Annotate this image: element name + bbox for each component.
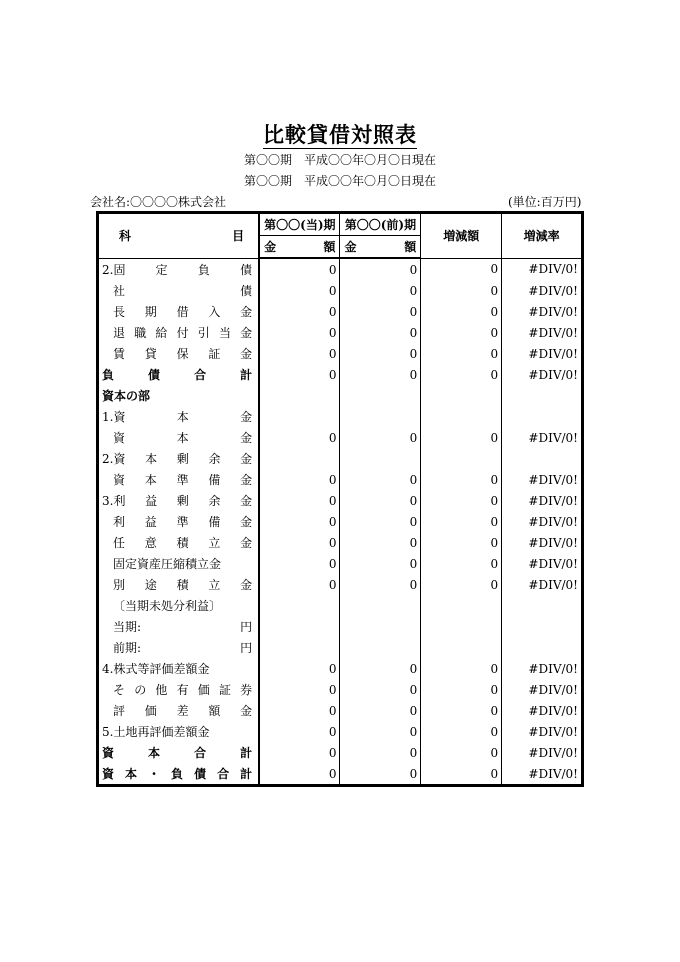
row-label-text — [99, 723, 258, 740]
header-diff: 増減額 — [421, 213, 502, 259]
cell-current — [259, 616, 340, 637]
row-label-text — [99, 429, 258, 446]
row-label — [98, 406, 260, 427]
cell-previous: 0 — [340, 490, 421, 511]
row-label-char: 額 — [208, 704, 221, 718]
row-label-char: 積 — [176, 536, 189, 550]
row-label-char: 1.資 — [102, 410, 126, 424]
cell-previous — [340, 406, 421, 427]
cell-diff: 0 — [421, 658, 502, 679]
row-label-text — [99, 534, 258, 551]
row-label-char: 債 — [240, 284, 253, 298]
row-label-char: 3.利 — [102, 494, 126, 508]
cell-current: 0 — [259, 343, 340, 364]
row-label-char: 益 — [145, 494, 158, 508]
row-label — [98, 574, 260, 595]
cell-previous: 0 — [340, 700, 421, 721]
row-label-char: そ — [113, 683, 126, 697]
row-label-char: 金 — [240, 494, 253, 508]
cell-current — [259, 406, 340, 427]
row-label-char: 途 — [144, 578, 157, 592]
row-label-text — [99, 660, 258, 677]
row-label-char: 別 — [113, 578, 126, 592]
cell-diff: 0 — [421, 322, 502, 343]
row-label-char: 券 — [240, 683, 253, 697]
cell-previous: 0 — [340, 427, 421, 448]
cell-diff: 0 — [421, 763, 502, 786]
row-label — [98, 637, 260, 658]
cell-current: 0 — [259, 700, 340, 721]
cell-current: 0 — [259, 532, 340, 553]
cell-rate: #DIV/0! — [528, 430, 578, 445]
cell-current: 0 — [259, 301, 340, 322]
cell-rate — [502, 616, 583, 637]
cell-previous — [340, 448, 421, 469]
cell-diff: 0 — [421, 679, 502, 700]
table-row — [98, 258, 583, 280]
cell-diff: 0 — [421, 301, 502, 322]
row-label-char: 資本の部 — [102, 389, 151, 403]
header-item — [98, 213, 260, 259]
cell-previous: 0 — [340, 658, 421, 679]
table-row — [98, 343, 583, 364]
table-row — [98, 448, 583, 469]
cell-diff: 0 — [421, 700, 502, 721]
row-label-char: 円 — [240, 641, 253, 655]
row-label-text — [99, 702, 258, 719]
table-row — [98, 322, 583, 343]
cell-rate: #DIV/0! — [528, 535, 578, 550]
row-label-char: 資 — [113, 473, 126, 487]
cell-current: 0 — [259, 427, 340, 448]
header-current-period: 第〇〇(当)期 — [259, 213, 340, 236]
table-row — [98, 658, 583, 679]
row-label-char: 負 — [102, 368, 115, 382]
row-label-char: 金 — [240, 410, 253, 424]
cell-current — [259, 385, 340, 406]
cell-previous: 0 — [340, 322, 421, 343]
table-row — [98, 616, 583, 637]
cell-current: 0 — [259, 322, 340, 343]
table-row — [98, 721, 583, 742]
cell-current — [259, 448, 340, 469]
table-row — [98, 511, 583, 532]
cell-current — [259, 595, 340, 616]
cell-previous: 0 — [340, 763, 421, 786]
row-label-char: 貸 — [144, 347, 157, 361]
row-label-text — [99, 387, 258, 404]
table-row — [98, 490, 583, 511]
cell-current: 0 — [259, 658, 340, 679]
row-label-text — [99, 492, 258, 509]
row-label — [98, 469, 260, 490]
row-label — [98, 595, 260, 616]
row-label — [98, 385, 260, 406]
header-item-char: 科 — [119, 229, 132, 244]
header-rate: 増減率 — [502, 213, 583, 259]
table-row — [98, 427, 583, 448]
row-label — [98, 490, 260, 511]
header-amount-char: 金 — [344, 240, 357, 254]
row-label-text — [99, 618, 258, 635]
row-label-char: 剰 — [176, 494, 189, 508]
cell-previous: 0 — [340, 742, 421, 763]
row-label-char: 任 — [113, 536, 126, 550]
cell-rate: #DIV/0! — [528, 703, 578, 718]
cell-rate: #DIV/0! — [528, 682, 578, 697]
row-label-char: 固定資産圧縮積立金 — [113, 557, 222, 571]
row-label-char: 債 — [240, 262, 253, 277]
row-label-char: 4.株式等評価差額金 — [102, 662, 210, 676]
cell-previous — [340, 616, 421, 637]
cell-diff — [421, 595, 502, 616]
row-label — [98, 616, 260, 637]
cell-previous: 0 — [340, 258, 421, 280]
cell-previous: 0 — [340, 574, 421, 595]
row-label-char: 社 — [113, 284, 126, 298]
cell-previous — [340, 385, 421, 406]
row-label-text — [99, 261, 258, 278]
row-label-text — [99, 555, 258, 572]
row-label-char: 付 — [176, 326, 189, 340]
row-label-char: 金 — [240, 347, 253, 361]
row-label-char: 立 — [208, 578, 221, 592]
row-label-text — [99, 681, 258, 698]
cell-rate: #DIV/0! — [528, 283, 578, 298]
row-label — [98, 658, 260, 679]
cell-rate: #DIV/0! — [528, 346, 578, 361]
row-label-char: 金 — [240, 578, 253, 592]
row-label-text — [99, 303, 258, 320]
cell-current: 0 — [259, 258, 340, 280]
row-label-char: 積 — [176, 578, 189, 592]
row-label-char: 益 — [144, 515, 157, 529]
row-label-char: 定 — [155, 262, 168, 277]
row-label-text — [99, 366, 258, 383]
cell-diff: 0 — [421, 511, 502, 532]
cell-current: 0 — [259, 364, 340, 385]
row-label-char: 本 — [125, 767, 138, 781]
row-label — [98, 721, 260, 742]
table-row — [98, 364, 583, 385]
row-label-char: 意 — [144, 536, 157, 550]
row-label-char: 余 — [208, 452, 221, 466]
row-label-char: 退 — [113, 326, 126, 340]
row-label-text — [99, 597, 258, 614]
cell-previous — [340, 637, 421, 658]
row-label-char: の — [134, 683, 147, 697]
row-label-char: 当期: — [113, 620, 142, 634]
table-row — [98, 406, 583, 427]
cell-previous: 0 — [340, 679, 421, 700]
row-label-char: 借 — [176, 305, 189, 319]
cell-previous: 0 — [340, 364, 421, 385]
row-label-text — [99, 345, 258, 362]
row-label-char: 備 — [208, 473, 221, 487]
row-label-text — [99, 324, 258, 341]
document-title-text: 比較貸借対照表 — [263, 122, 417, 147]
row-label — [98, 679, 260, 700]
row-label-char: 利 — [113, 515, 126, 529]
row-label — [98, 427, 260, 448]
cell-diff: 0 — [421, 364, 502, 385]
table-row — [98, 469, 583, 490]
row-label-char: 資 — [102, 746, 115, 760]
row-label-char: 他 — [155, 683, 168, 697]
row-label-char: 合 — [194, 368, 207, 382]
row-label — [98, 700, 260, 721]
row-label-char: 本 — [145, 452, 158, 466]
table-row — [98, 742, 583, 763]
row-label-char: 負 — [171, 767, 184, 781]
cell-previous: 0 — [340, 511, 421, 532]
cell-current: 0 — [259, 679, 340, 700]
cell-rate: #DIV/0! — [528, 745, 578, 760]
row-label-char: 引 — [197, 326, 210, 340]
cell-rate: #DIV/0! — [528, 304, 578, 319]
row-label-char: ・ — [148, 767, 161, 781]
row-label-char: 準 — [176, 515, 189, 529]
row-label — [98, 511, 260, 532]
table-row — [98, 301, 583, 322]
row-label-char: 資 — [102, 767, 115, 781]
row-label-char: 期 — [144, 305, 157, 319]
row-label-char: 本 — [148, 746, 161, 760]
header-amount-current — [259, 236, 340, 259]
row-label-text — [99, 639, 258, 656]
row-label-char: 証 — [208, 347, 221, 361]
cell-diff: 0 — [421, 532, 502, 553]
table-row — [98, 553, 583, 574]
row-label — [98, 763, 260, 786]
header-amount-char: 額 — [323, 240, 336, 254]
cell-current: 0 — [259, 721, 340, 742]
cell-previous: 0 — [340, 301, 421, 322]
cell-previous — [340, 595, 421, 616]
cell-rate: #DIV/0! — [528, 367, 578, 382]
header-amount-char: 金 — [264, 240, 277, 254]
row-label — [98, 742, 260, 763]
header-previous-period: 第〇〇(前)期 — [340, 213, 421, 236]
row-label-text — [99, 471, 258, 488]
cell-diff — [421, 616, 502, 637]
row-label-char: 計 — [240, 746, 253, 760]
row-label-char: 入 — [208, 305, 221, 319]
cell-current: 0 — [259, 490, 340, 511]
header-amount-previous — [340, 236, 421, 259]
table-row — [98, 280, 583, 301]
row-label-char: 有 — [176, 683, 189, 697]
header-item-char: 目 — [232, 229, 245, 244]
row-label-text — [99, 513, 258, 530]
cell-rate: #DIV/0! — [528, 766, 578, 781]
row-label-char: 2.固 — [102, 262, 126, 277]
row-label-char: 金 — [240, 431, 253, 445]
cell-diff: 0 — [421, 490, 502, 511]
cell-diff — [421, 448, 502, 469]
cell-diff: 0 — [421, 427, 502, 448]
cell-current: 0 — [259, 553, 340, 574]
row-label-char: 賃 — [113, 347, 126, 361]
row-label-char: 資 — [113, 431, 126, 445]
cell-rate: #DIV/0! — [528, 493, 578, 508]
cell-current: 0 — [259, 280, 340, 301]
row-label-char: 合 — [194, 746, 207, 760]
cell-diff — [421, 406, 502, 427]
cell-current — [259, 637, 340, 658]
cell-current: 0 — [259, 763, 340, 786]
row-label-char: 評 — [113, 704, 126, 718]
cell-rate: #DIV/0! — [528, 577, 578, 592]
row-label — [98, 258, 260, 280]
row-label — [98, 364, 260, 385]
table-row — [98, 763, 583, 786]
table-row — [98, 574, 583, 595]
row-label — [98, 280, 260, 301]
cell-rate — [502, 385, 583, 406]
row-label — [98, 448, 260, 469]
cell-diff: 0 — [421, 574, 502, 595]
row-label-char: 本 — [176, 431, 189, 445]
cell-previous: 0 — [340, 721, 421, 742]
cell-diff: 0 — [421, 343, 502, 364]
table-row — [98, 385, 583, 406]
cell-diff: 0 — [421, 258, 502, 280]
row-label-text — [99, 576, 258, 593]
table-body — [98, 258, 583, 786]
row-label — [98, 343, 260, 364]
row-label-char: 円 — [240, 620, 253, 634]
row-label-char: 準 — [176, 473, 189, 487]
table-row — [98, 595, 583, 616]
row-label — [98, 322, 260, 343]
row-label-char: 金 — [240, 305, 253, 319]
row-label-char: 保 — [176, 347, 189, 361]
row-label-char: 2.資 — [102, 452, 126, 466]
period-previous: 第〇〇期 平成〇〇年〇月〇日現在 — [243, 174, 436, 188]
balance-sheet-table — [96, 211, 584, 787]
unit-label: (単位:百万円) — [508, 195, 582, 209]
cell-current: 0 — [259, 574, 340, 595]
cell-rate: #DIV/0! — [528, 514, 578, 529]
period-current: 第〇〇期 平成〇〇年〇月〇日現在 — [243, 153, 436, 167]
row-label-char: 備 — [208, 515, 221, 529]
row-label-char: 余 — [208, 494, 221, 508]
cell-rate: #DIV/0! — [528, 472, 578, 487]
row-label-char: 債 — [194, 767, 207, 781]
row-label-char: 証 — [218, 683, 231, 697]
row-label-char: 5.土地再評価差額金 — [102, 725, 210, 739]
cell-current: 0 — [259, 511, 340, 532]
cell-rate: #DIV/0! — [528, 262, 578, 277]
cell-rate — [502, 637, 583, 658]
cell-diff — [421, 385, 502, 406]
table-row — [98, 532, 583, 553]
row-label-char: 本 — [176, 410, 189, 424]
row-label-char: 価 — [197, 683, 210, 697]
row-label-text — [99, 282, 258, 299]
row-label-char: 金 — [240, 473, 253, 487]
row-label-char: 立 — [208, 536, 221, 550]
cell-diff: 0 — [421, 742, 502, 763]
row-label-char: 債 — [148, 368, 161, 382]
cell-diff: 0 — [421, 553, 502, 574]
row-label — [98, 532, 260, 553]
row-label-text — [99, 450, 258, 467]
row-label-char: 金 — [240, 452, 253, 466]
row-label-char: 前期: — [113, 641, 142, 655]
cell-rate: #DIV/0! — [528, 724, 578, 739]
company-name: 会社名:〇〇〇〇株式会社 — [90, 195, 227, 209]
row-label-text — [99, 408, 258, 425]
cell-previous: 0 — [340, 343, 421, 364]
cell-previous: 0 — [340, 280, 421, 301]
row-label-text — [99, 765, 258, 782]
cell-diff — [421, 637, 502, 658]
cell-previous: 0 — [340, 553, 421, 574]
cell-diff: 0 — [421, 280, 502, 301]
cell-previous: 0 — [340, 469, 421, 490]
cell-current: 0 — [259, 469, 340, 490]
row-label-char: 金 — [240, 536, 253, 550]
cell-rate: #DIV/0! — [528, 325, 578, 340]
row-label-char: 当 — [218, 326, 231, 340]
row-label-char: 負 — [197, 262, 210, 277]
cell-rate — [502, 406, 583, 427]
document-title — [0, 119, 680, 149]
cell-rate: #DIV/0! — [528, 556, 578, 571]
row-label-char: 剰 — [176, 452, 189, 466]
header-amount-char: 額 — [404, 240, 417, 254]
cell-rate: #DIV/0! — [528, 661, 578, 676]
cell-rate — [502, 595, 583, 616]
row-label-char: 金 — [240, 326, 253, 340]
row-label-char: 職 — [134, 326, 147, 340]
row-label — [98, 301, 260, 322]
row-label — [98, 553, 260, 574]
row-label-char: 〔当期未処分利益〕 — [113, 599, 222, 613]
table-row — [98, 637, 583, 658]
table-row — [98, 679, 583, 700]
row-label-char: 本 — [144, 473, 157, 487]
row-label-char: 合 — [217, 767, 230, 781]
cell-diff: 0 — [421, 469, 502, 490]
row-label-text — [99, 744, 258, 761]
row-label-char: 計 — [240, 368, 253, 382]
row-label-char: 価 — [144, 704, 157, 718]
row-label-char: 長 — [113, 305, 126, 319]
row-label-char: 金 — [240, 515, 253, 529]
row-label-char: 計 — [240, 767, 253, 781]
cell-current: 0 — [259, 742, 340, 763]
row-label-char: 給 — [155, 326, 168, 340]
cell-rate — [502, 448, 583, 469]
table-header — [98, 213, 583, 259]
row-label-char: 金 — [240, 704, 253, 718]
row-label-char: 差 — [176, 704, 189, 718]
table-row — [98, 700, 583, 721]
cell-previous: 0 — [340, 532, 421, 553]
cell-diff: 0 — [421, 721, 502, 742]
